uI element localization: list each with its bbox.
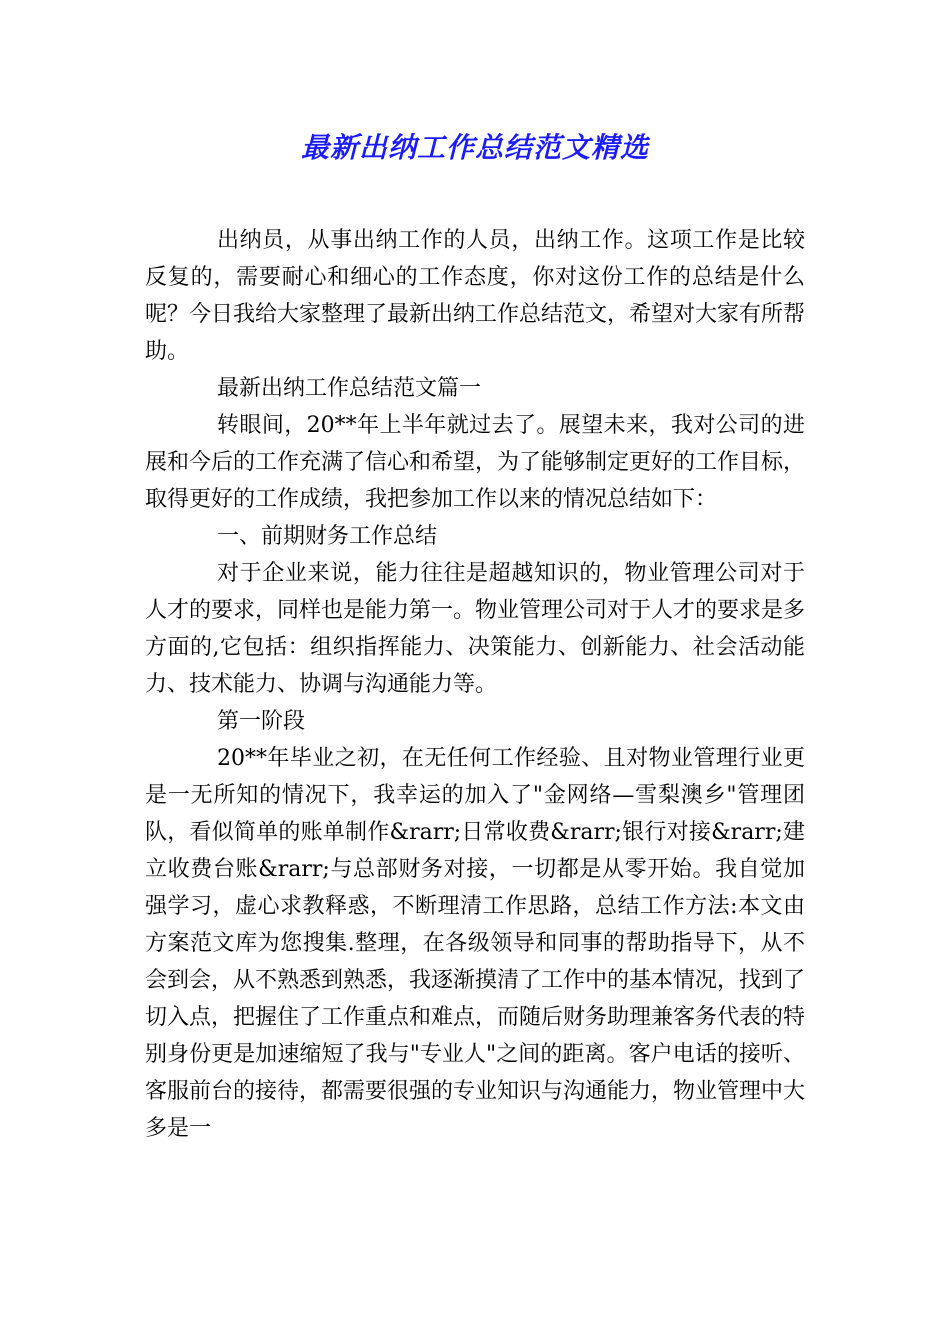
paragraph-heading-part-one: 最新出纳工作总结范文篇一 [217,376,482,401]
paragraph-ability: 对于企业来说，能力往往是超越知识的，物业管理公司对于人才的要求，同样也是能力第一。物业管理公司对于人才的要求是多方面的,它包括：组织指挥能力、决策能力、创新能力、社会活动能力、技术能力、协调与沟通能力等。 [145,561,806,697]
paragraph-graduation: 20**年毕业之初，在无任何工作经验、且对物业管理行业更是一无所知的情况下，我幸运的加入了"金网络—雪梨澳乡"管理团队，看似简单的账单制作&rarr;日常收费&rarr;银行对接&rarr;建立收费台账&rarr;与总部财务对接，一切都是从零开始。我自觉加强学习，虚心求教释惑，不断理清工作思路，总结工作方法:本文由方案范文库为您搜集.整理，在各级领导和同事的帮助指导下，从不会到会，从不熟悉到熟悉，我逐渐摸清了工作中的基本情况，找到了切入点，把握住了工作重点和难点，而随后财务助理兼客务代表的特别身份更是加速缩短了我与"专业人"之间的距离。客户电话的接听、客服前台的接待，都需要很强的专业知识与沟通能力，物业管理中大多是一 [145,746,806,1141]
paragraph-intro: 出纳员，从事出纳工作的人员，出纳工作。这项工作是比较反复的，需要耐心和细心的工作态度，你对这份工作的总结是什么呢？今日我给大家整理了最新出纳工作总结范文，希望对大家有所帮助。 [145,228,806,364]
paragraph-heading-stage-one: 第一阶段 [217,709,306,734]
document-body [145,222,805,1147]
paragraph-heading-section-one: 一、前期财务工作总结 [217,524,438,549]
document-title: 最新出纳工作总结范文精选 [300,131,649,164]
paragraph-half-year: 转眼间，20**年上半年就过去了。展望未来，我对公司的进展和今后的工作充满了信心和希望，为了能够制定更好的工作目标，取得更好的工作成绩，我把参加工作以来的情况总结如下： [145,413,806,512]
